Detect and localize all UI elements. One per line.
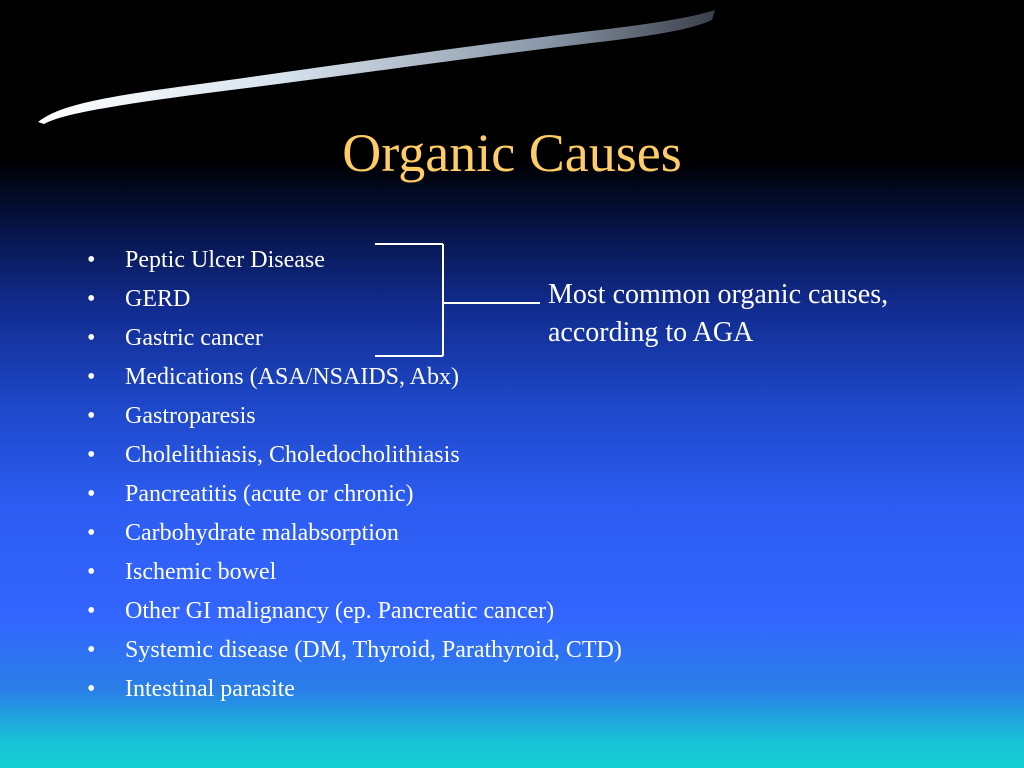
bullet-dot-icon: • — [87, 637, 96, 663]
bullet-text: Systemic disease (DM, Thyroid, Parathyroid, CTD) — [125, 637, 622, 663]
bullet-text: Peptic Ulcer Disease — [125, 247, 325, 273]
bullet-text: Other GI malignancy (ep. Pancreatic cancer) — [125, 598, 555, 624]
bullet-dot-icon: • — [87, 325, 96, 351]
bullet-dot-icon: • — [87, 403, 96, 429]
bullet-text: GERD — [125, 286, 191, 312]
aga-note-line-1: Most common organic causes, — [548, 279, 889, 310]
slide-title: Organic Causes — [342, 123, 682, 183]
bullet-dot-icon: • — [87, 286, 96, 312]
bullet-text: Carbohydrate malabsorption — [125, 520, 399, 546]
bullet-dot-icon: • — [87, 364, 96, 390]
bullet-text: Gastroparesis — [125, 403, 256, 429]
bullet-text: Intestinal parasite — [125, 676, 295, 702]
bullet-text: Cholelithiasis, Choledocholithiasis — [125, 442, 460, 468]
bullet-text: Pancreatitis (acute or chronic) — [125, 481, 414, 507]
bullet-dot-icon: • — [87, 559, 96, 585]
bullet-dot-icon: • — [87, 520, 96, 546]
aga-note-line-2: according to AGA — [548, 317, 754, 348]
bullet-dot-icon: • — [87, 598, 96, 624]
bullet-dot-icon: • — [87, 481, 96, 507]
bullet-text: Medications (ASA/NSAIDS, Abx) — [125, 364, 459, 390]
bullet-text: Ischemic bowel — [125, 559, 277, 585]
bullet-dot-icon: • — [87, 247, 96, 273]
bullet-dot-icon: • — [87, 442, 96, 468]
bullet-text: Gastric cancer — [125, 325, 263, 351]
aga-note — [548, 276, 988, 352]
bullet-dot-icon: • — [87, 676, 96, 702]
